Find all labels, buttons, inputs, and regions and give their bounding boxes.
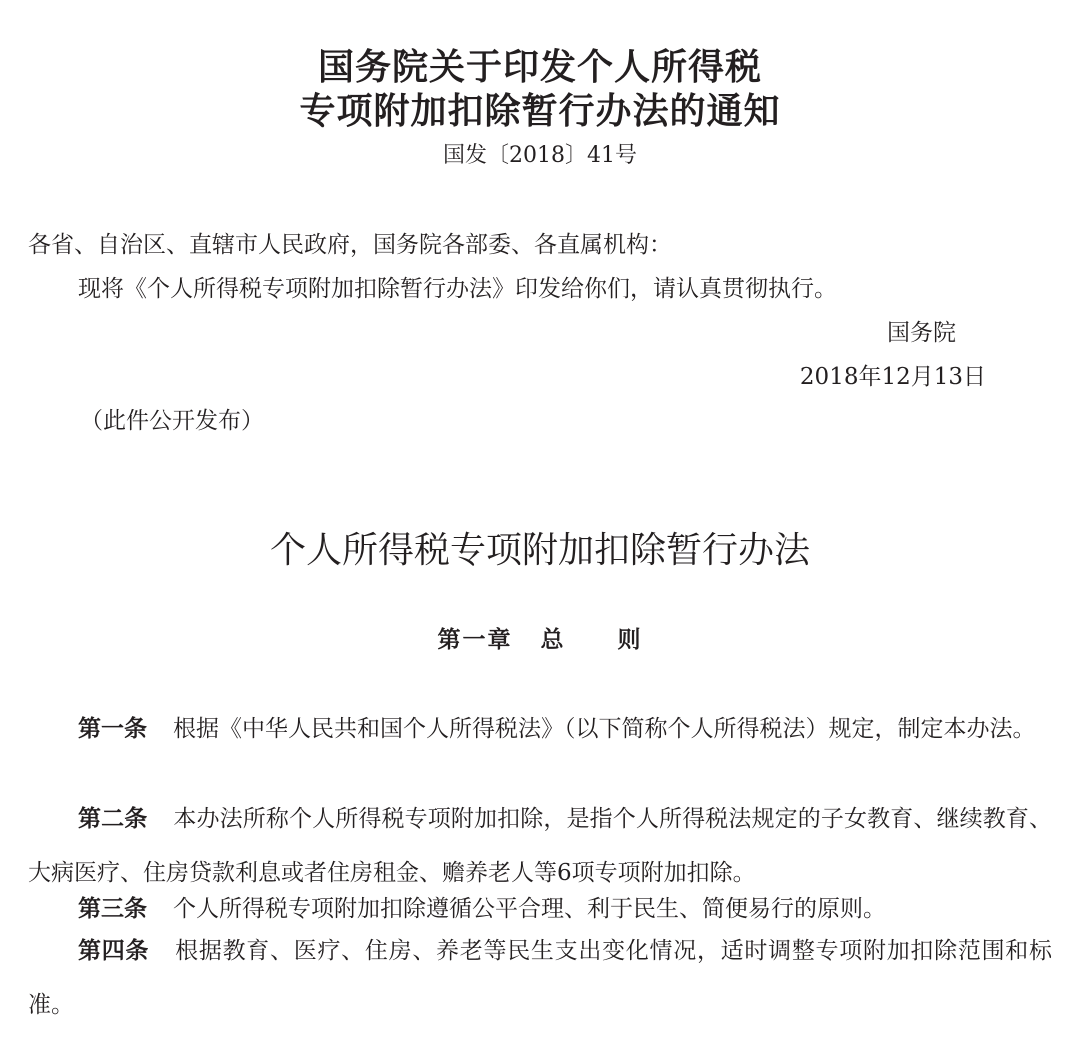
article-label: 第四条 <box>78 938 150 964</box>
article-text: 根据《中华人民共和国个人所得税法》（以下简称个人所得税法）规定，制定本办法。 <box>173 716 1036 742</box>
notice-title-line-2: 专项附加扣除暂行办法的通知 <box>299 91 781 132</box>
addressee: 各省、自治区、直辖市人民政府，国务院各部委、各直属机构： <box>28 232 672 258</box>
chapter-title-part-2: 则 <box>617 627 643 653</box>
article-label: 第一条 <box>78 716 147 742</box>
signer: 国务院 <box>887 320 956 346</box>
chapter-heading <box>0 624 1080 656</box>
issue-date: 2018年12月13日 <box>799 364 986 390</box>
document-number: 国发〔2018〕41号 <box>443 143 637 168</box>
article-4 <box>28 924 1052 1032</box>
chapter-number: 第一章 <box>437 627 513 653</box>
article-1 <box>28 702 1052 756</box>
chapter-title-part-1: 总 <box>540 627 566 653</box>
article-label: 第二条 <box>78 806 148 832</box>
article-label: 第三条 <box>78 896 147 922</box>
notice-title-line-1: 国务院关于印发个人所得税 <box>317 47 762 88</box>
measures-title: 个人所得税专项附加扣除暂行办法 <box>269 530 810 571</box>
notice-body: 现将《个人所得税专项附加扣除暂行办法》印发给你们，请认真贯彻执行。 <box>78 276 837 302</box>
article-text: 根据教育、医疗、住房、养老等民生支出变化情况，适时调整专项附加扣除范围和标准。 <box>28 938 1053 1018</box>
article-text: 本办法所称个人所得税专项附加扣除，是指个人所得税法规定的子女教育、继续教育、大病医疗、住房贷款利息或者住房租金、赡养老人等6项专项附加扣除。 <box>28 806 1052 886</box>
publish-note: （此件公开发布） <box>80 408 264 434</box>
article-text: 个人所得税专项附加扣除遵循公平合理、利于民生、简便易行的原则。 <box>173 896 886 922</box>
